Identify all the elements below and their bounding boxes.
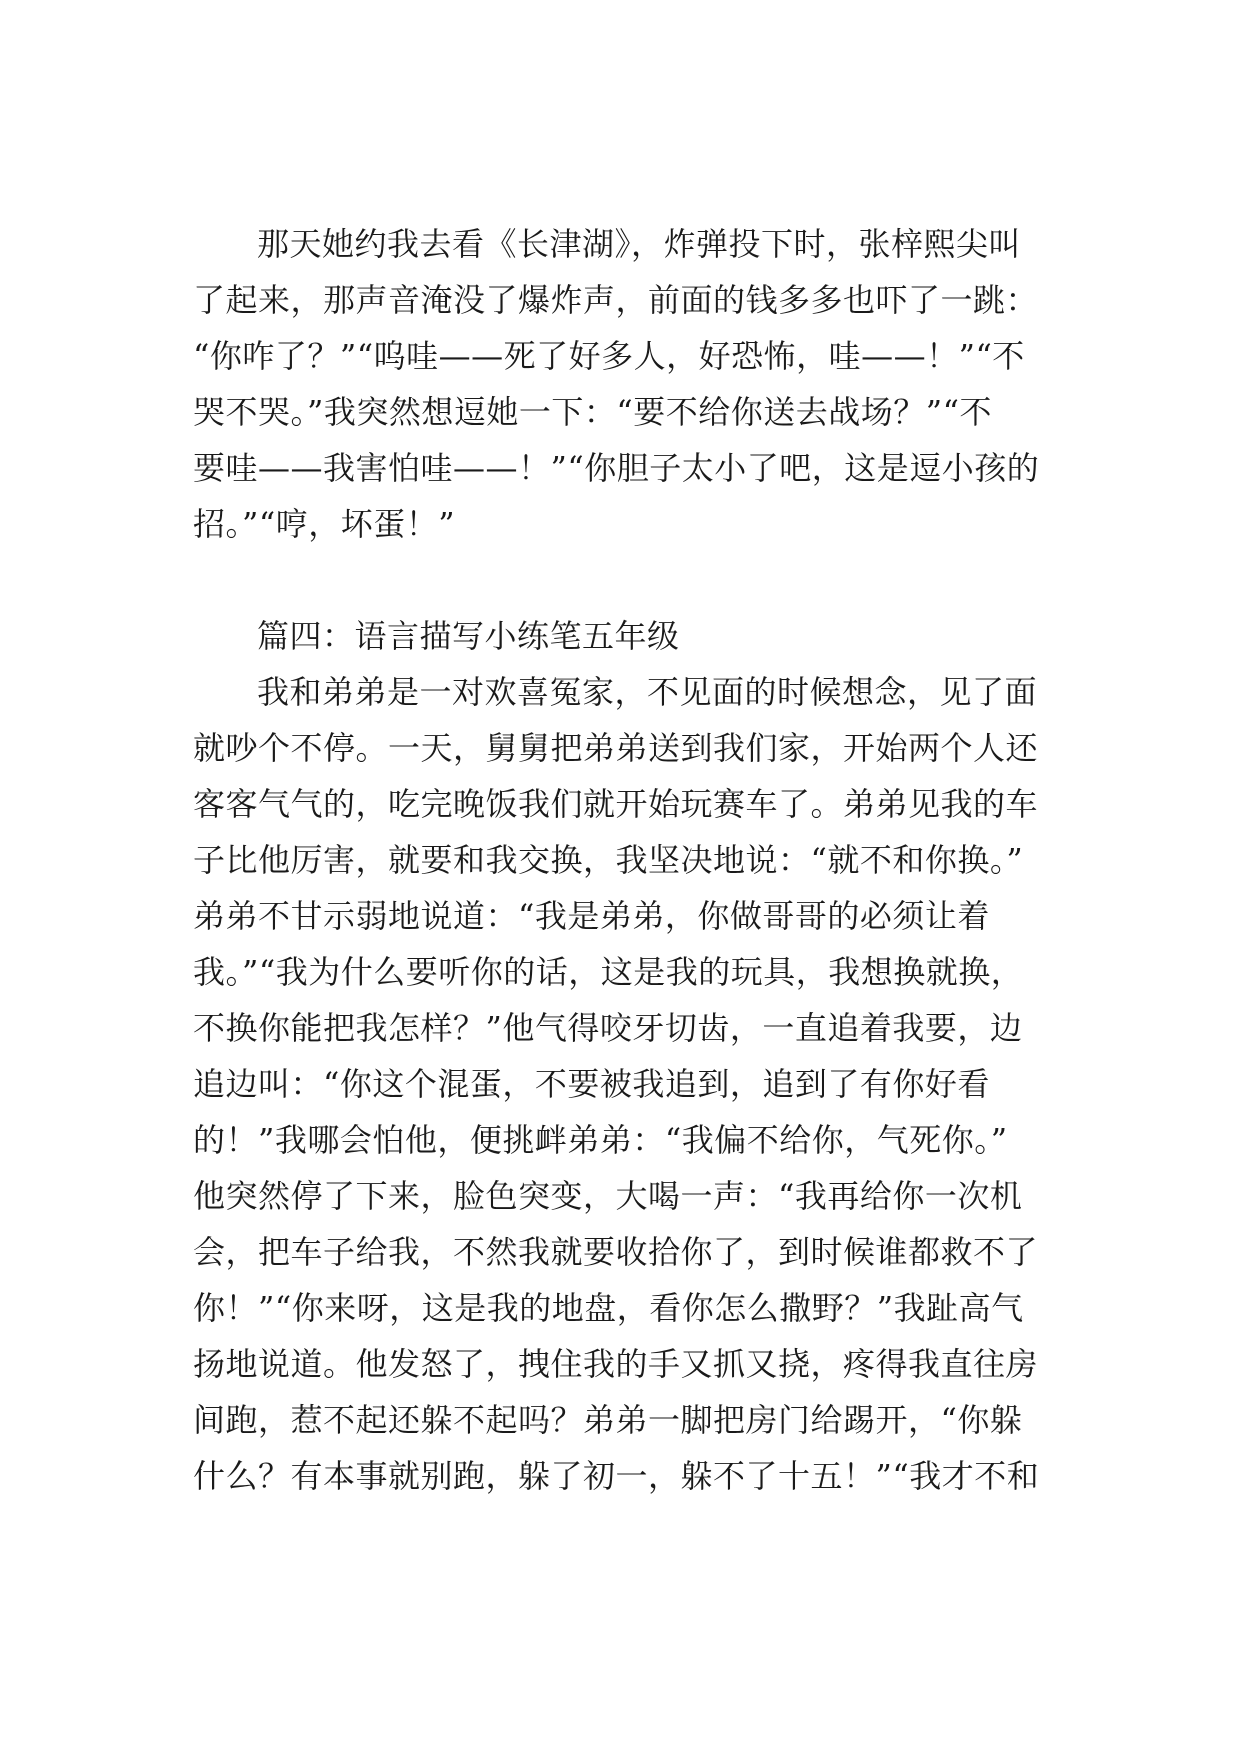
paragraph-2-line-1: 我和弟弟是一对欢喜冤家，不见面的时候想念，见了面 xyxy=(257,673,1038,711)
paragraph-1-line-4: 哭不哭。”我突然想逗她一下：“要不给你送去战场？”“不 xyxy=(193,393,992,431)
paragraph-1-line-6: 招。”“哼，坏蛋！” xyxy=(193,505,456,543)
paragraph-1-line-2: 了起来，那声音淹没了爆炸声，前面的钱多多也吓了一跳： xyxy=(193,281,1039,319)
paragraph-1-line-3: “你咋了？”“呜哇——死了好多人，好恐怖，哇——！”“不 xyxy=(193,337,1025,375)
paragraph-2-line-2: 就吵个不停。一天，舅舅把弟弟送到我们家，开始两个人还 xyxy=(193,729,1039,767)
paragraph-2-line-3: 客客气气的，吃完晚饭我们就开始玩赛车了。弟弟见我的车 xyxy=(193,785,1039,823)
paragraph-2-line-5: 弟弟不甘示弱地说道：“我是弟弟，你做哥哥的必须让着 xyxy=(193,897,990,935)
paragraph-2-line-6: 我。”“我为什么要听你的话，这是我的玩具，我想换就换， xyxy=(193,953,1024,991)
paragraph-2-line-4: 子比他厉害，就要和我交换，我坚决地说：“就不和你换。” xyxy=(193,841,1024,879)
paragraph-2-line-7: 不换你能把我怎样？”他气得咬牙切齿，一直追着我要，边 xyxy=(193,1009,1023,1047)
paragraph-2-line-10: 他突然停了下来，脸色突变，大喝一声：“我再给你一次机 xyxy=(193,1177,1023,1215)
paragraph-2-line-9: 的！”我哪会怕他，便挑衅弟弟：“我偏不给你，气死你。” xyxy=(193,1121,1008,1159)
paragraph-2-line-13: 扬地说道。他发怒了，拽住我的手又抓又挠，疼得我直往房 xyxy=(193,1345,1039,1383)
paragraph-2-line-15: 什么？有本事就别跑，躲了初一，躲不了十五！”“我才不和 xyxy=(193,1457,1040,1495)
paragraph-2-line-11: 会，把车子给我，不然我就要收拾你了，到时候谁都救不了 xyxy=(193,1233,1039,1271)
paragraph-1-line-5: 要哇——我害怕哇——！”“你胆子太小了吧，这是逗小孩的 xyxy=(193,449,1040,487)
section-heading: 篇四：语言描写小练笔五年级 xyxy=(257,617,680,655)
paragraph-2-line-14: 间跑，惹不起还躲不起吗？弟弟一脚把房门给踢开，“你躲 xyxy=(193,1401,1023,1439)
paragraph-2-line-12: 你！”“你来呀，这是我的地盘，看你怎么撒野？”我趾高气 xyxy=(193,1289,1024,1327)
paragraph-1-line-1: 那天她约我去看《长津湖》，炸弹投下时，张梓熙尖叫 xyxy=(257,225,1022,263)
paragraph-2-line-8: 追边叫：“你这个混蛋，不要被我追到，追到了有你好看 xyxy=(193,1065,990,1103)
